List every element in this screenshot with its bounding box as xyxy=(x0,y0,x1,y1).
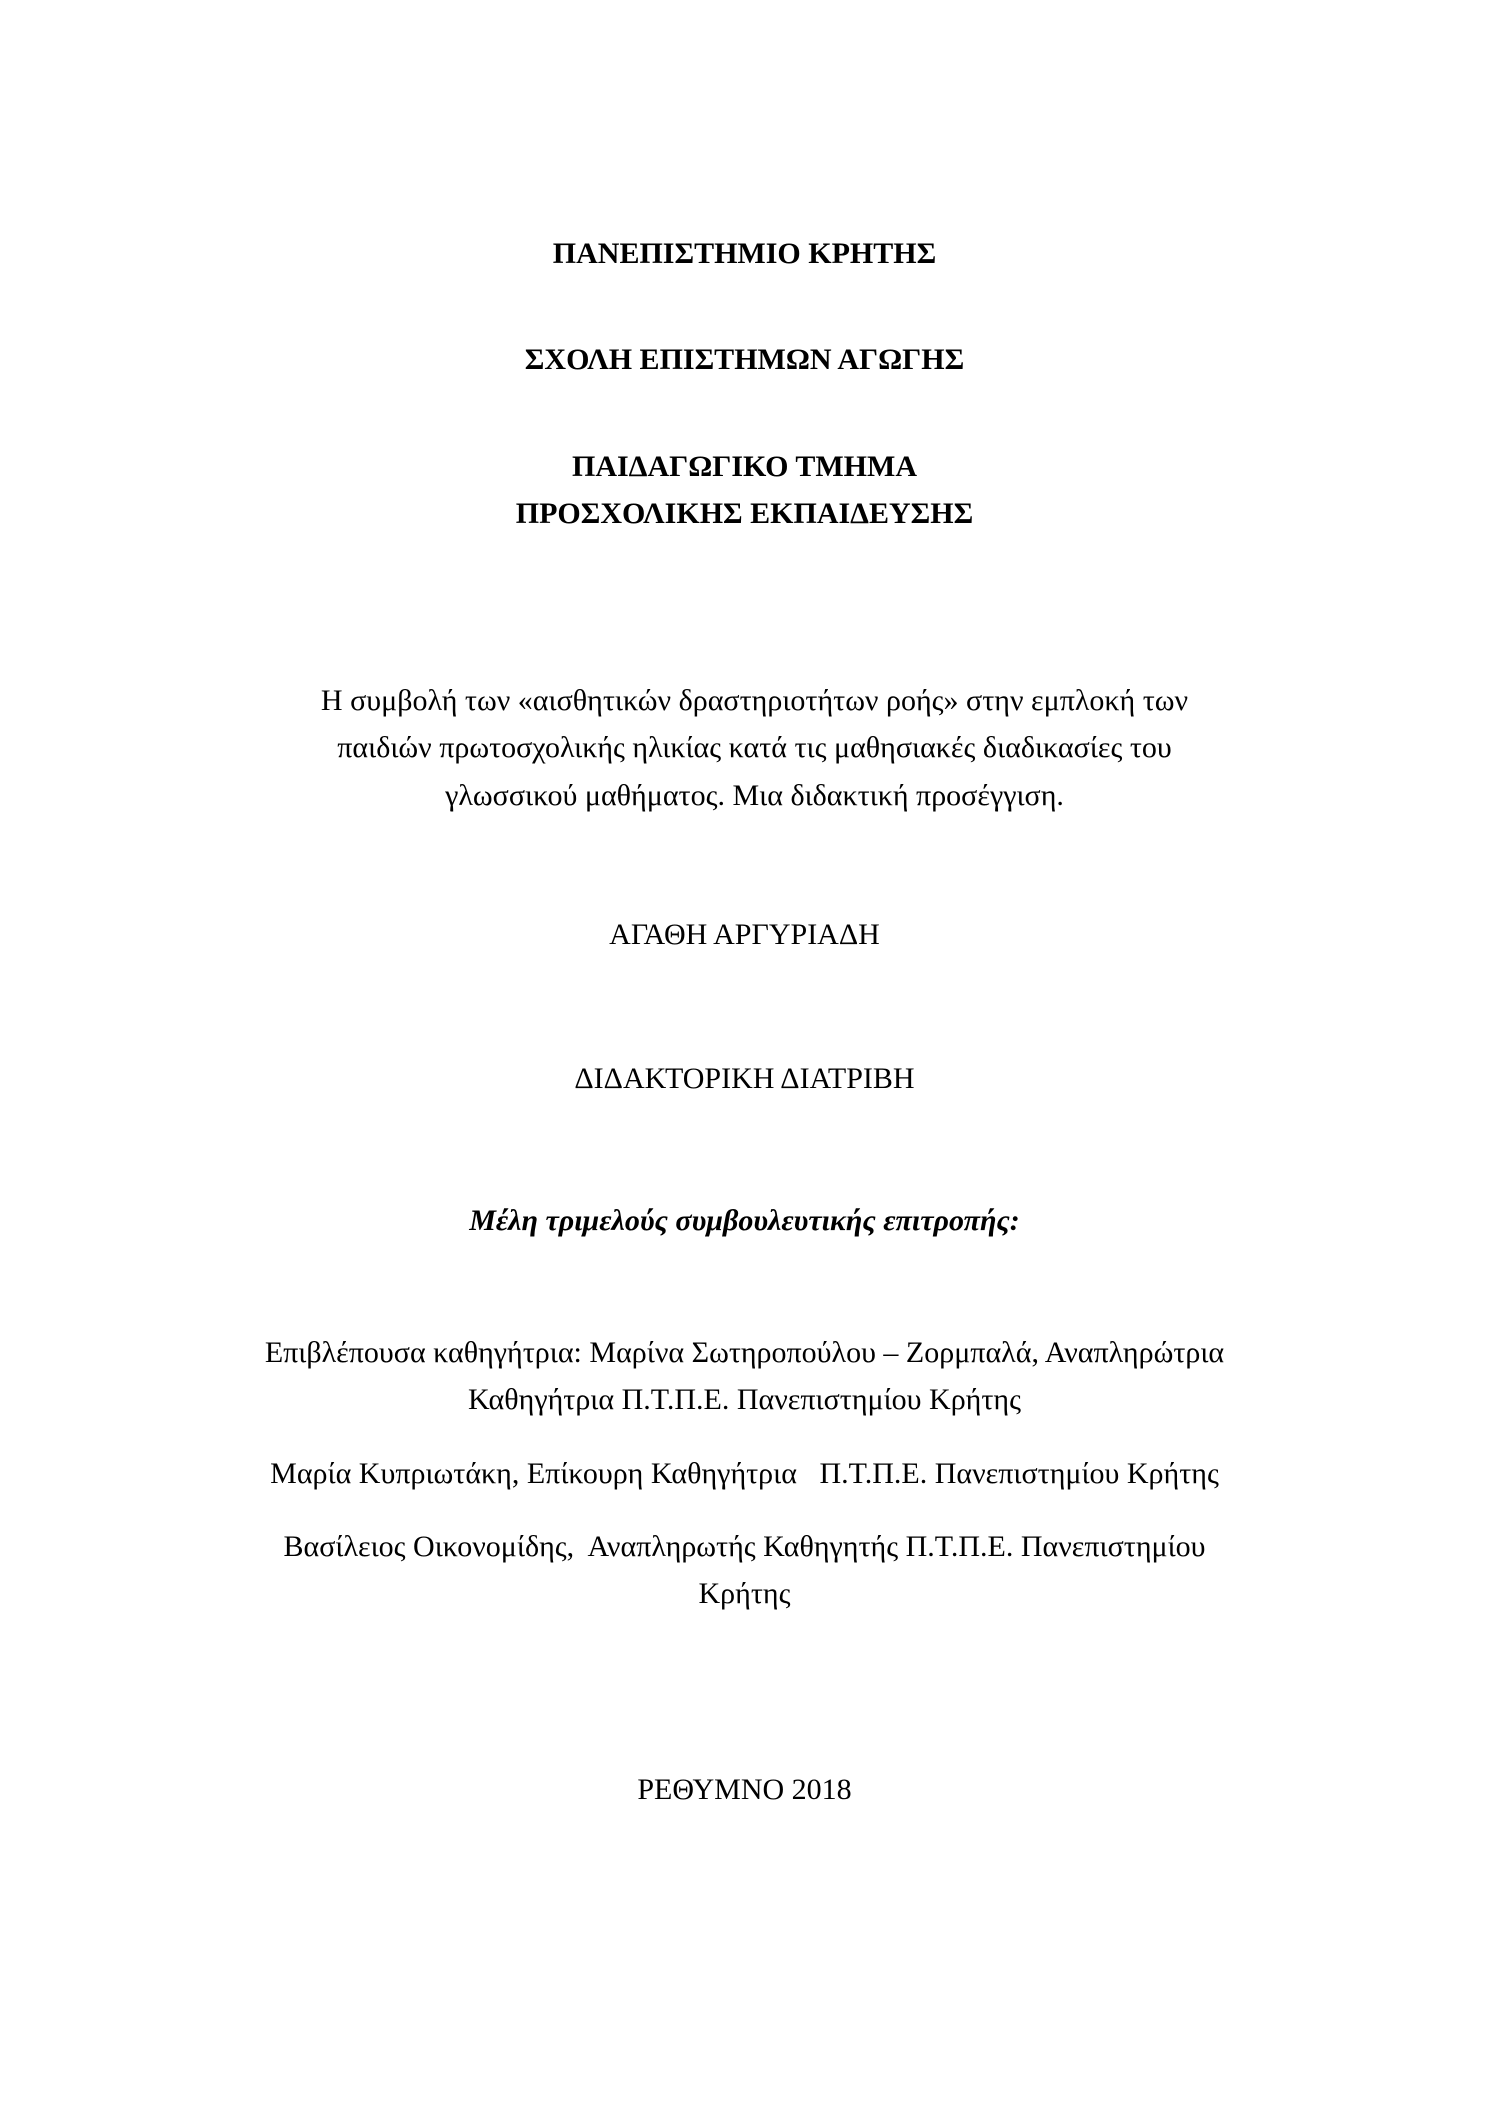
committee-member-1-line-1: Επιβλέπουσα καθηγήτρια: Μαρίνα Σωτηροπούλου – Ζορμπαλά, Αναπληρώτρια xyxy=(264,1336,1225,1369)
committee-member-3-line-2: Κρήτης xyxy=(698,1577,791,1610)
thesis-title-line-2: παιδιών πρωτοσχολικής ηλικίας κατά τις μαθησιακές διαδικασίες του xyxy=(337,731,1172,764)
committee-member-3-line-1: Βασίλειος Οικονομίδης, Αναπληρωτής Καθηγητής Π.Τ.Π.Ε. Πανεπιστημίου xyxy=(283,1530,1206,1563)
thesis-title-line-1: Η συμβολή των «αισθητικών δραστηριοτήτων ροής» στην εμπλοκή των xyxy=(320,684,1189,717)
department-name-line-1: ΠΑΙΔΑΓΩΓΙΚΟ ΤΜΗΜΑ xyxy=(572,450,917,483)
school-name: ΣΧΟΛΗ ΕΠΙΣΤΗΜΩΝ ΑΓΩΓΗΣ xyxy=(524,343,965,376)
university-name: ΠΑΝΕΠΙΣΤΗΜΙΟ ΚΡΗΤΗΣ xyxy=(552,237,937,270)
committee-member-2: Μαρία Κυπριωτάκη, Επίκουρη Καθηγήτρια Π.Τ.Π.Ε. Πανεπιστημίου Κρήτης xyxy=(270,1457,1219,1490)
place-and-year: ΡΕΘΥΜΝΟ 2018 xyxy=(637,1773,852,1806)
committee-heading: Μέλη τριμελούς συμβουλευτικής επιτροπής: xyxy=(469,1204,1020,1237)
department-name-line-2: ΠΡΟΣΧΟΛΙΚΗΣ ΕΚΠΑΙΔΕΥΣΗΣ xyxy=(515,497,974,530)
thesis-title-line-3: γλωσσικού μαθήματος. Μια διδακτική προσέγγιση. xyxy=(445,779,1064,812)
document-type: ΔΙΔΑΚΤΟΡΙΚΗ ΔΙΑΤΡΙΒΗ xyxy=(574,1062,915,1095)
committee-member-1-line-2: Καθηγήτρια Π.Τ.Π.Ε. Πανεπιστημίου Κρήτης xyxy=(468,1383,1021,1416)
author-name: ΑΓΑΘΗ ΑΡΓΥΡΙΑΔΗ xyxy=(609,918,880,951)
